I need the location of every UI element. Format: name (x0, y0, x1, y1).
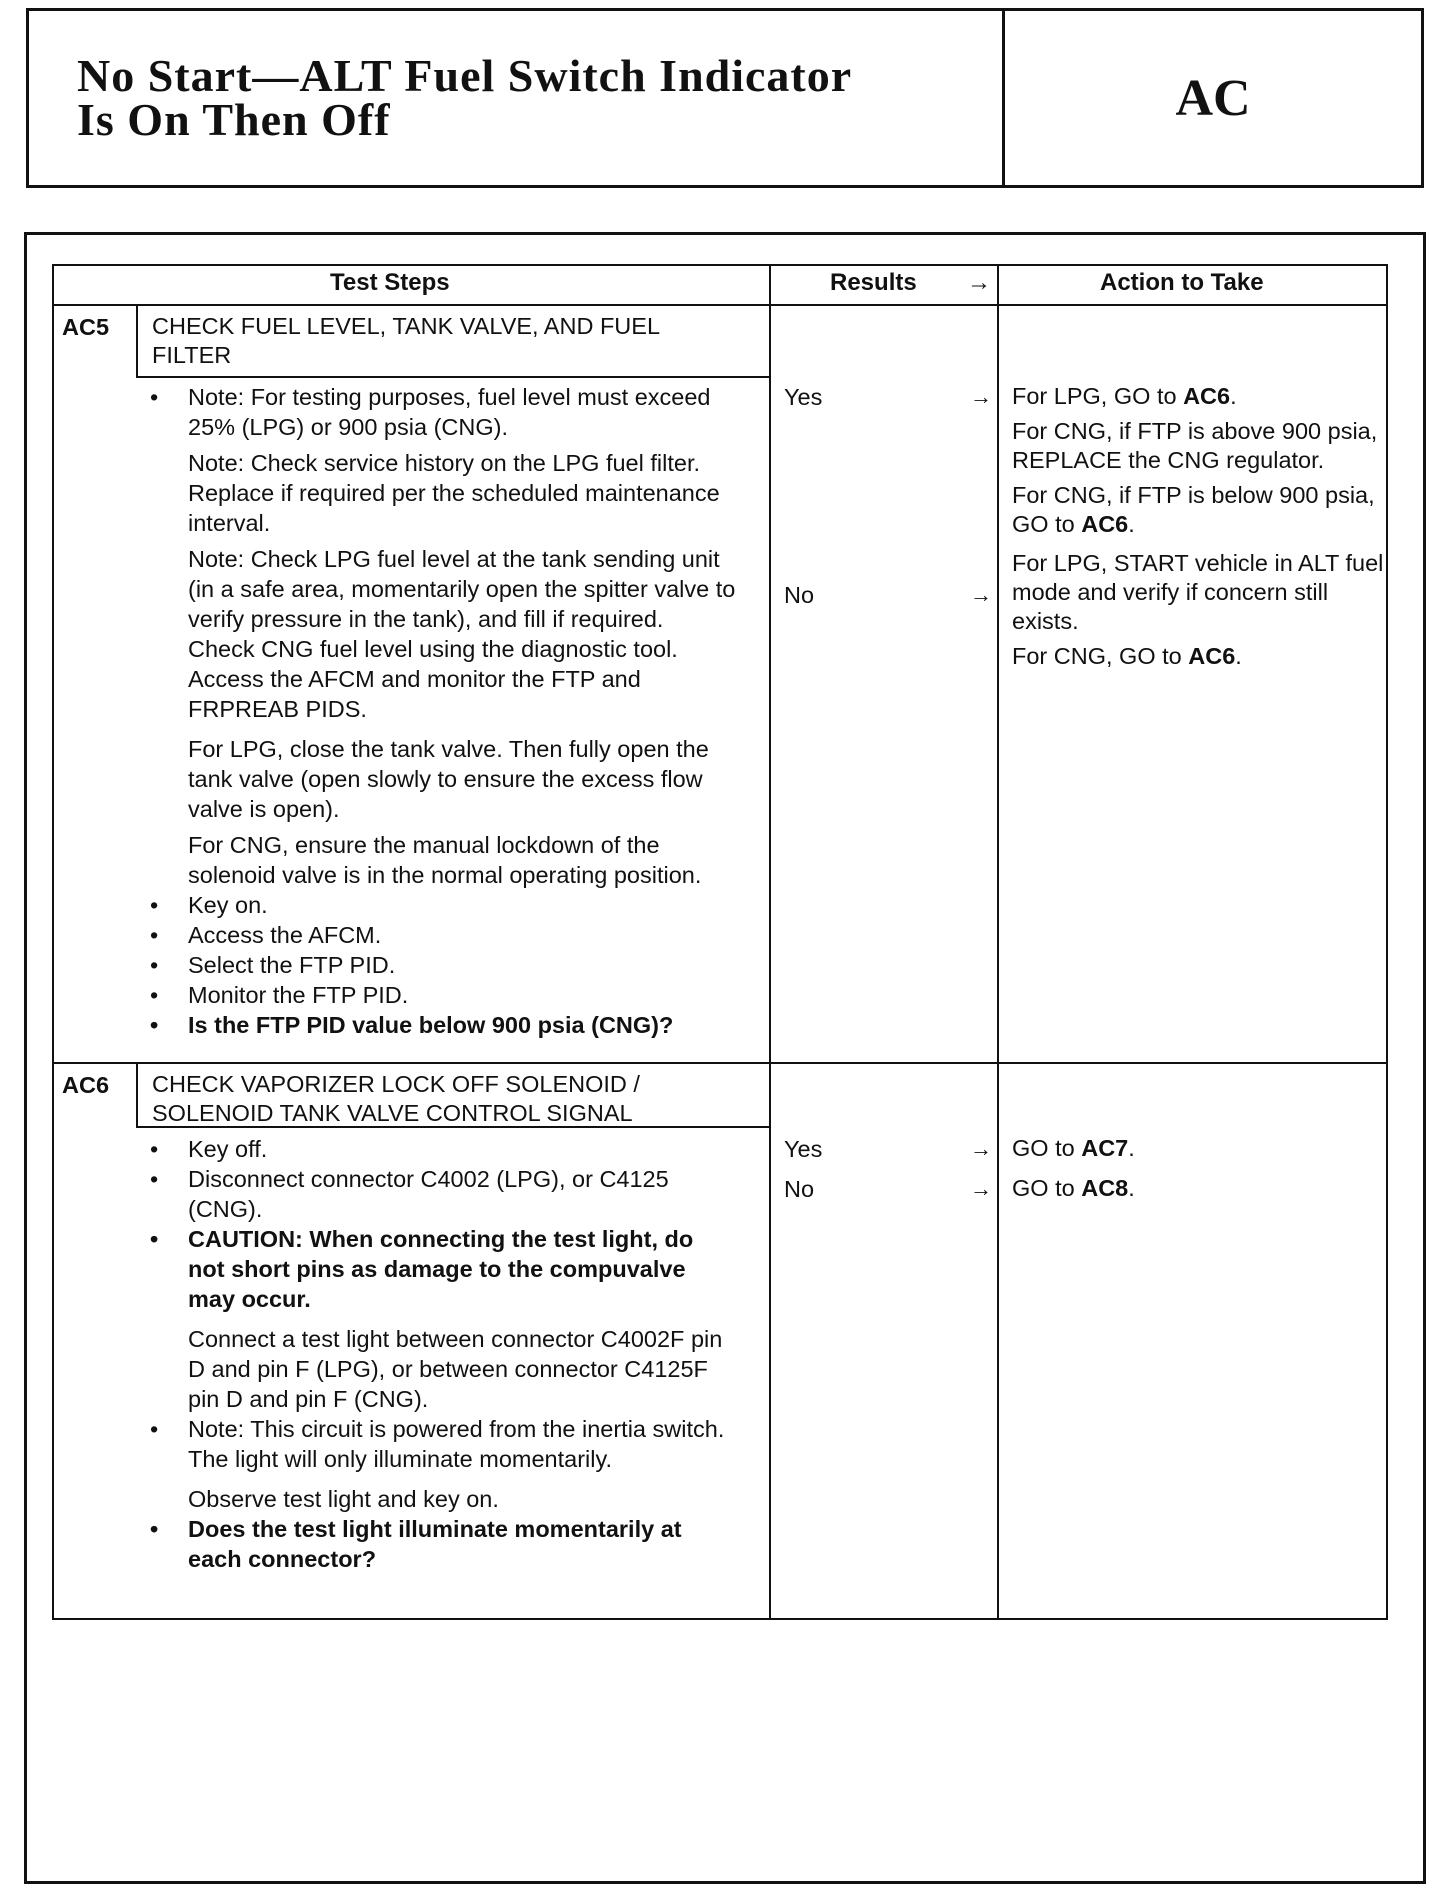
ac5-action-no-2: For CNG, GO to AC6. (1012, 643, 1242, 669)
title-box (26, 8, 1424, 188)
ac5-step-6: • Key on. (136, 890, 736, 920)
header-action: Action to Take (1100, 269, 1264, 296)
ac5-action-no-1: For LPG, START vehicle in ALT fuel mode and verify if concern still exists. (1012, 550, 1384, 634)
ac5-action-ref-ac6: AC6 (1183, 383, 1231, 409)
ac5-no-arrow: → (970, 582, 992, 607)
ac5-step-8: • Select the FTP PID. (136, 950, 736, 980)
ac6-action-ref-ac7: AC7 (1081, 1135, 1129, 1161)
ac5-step-5: For CNG, ensure the manual lockdown of the solenoid valve is in the normal operating position. (188, 832, 702, 888)
ac5-step-9: • Monitor the FTP PID. (136, 980, 736, 1010)
page-title-line-2: Is On Then Off (77, 94, 391, 145)
ac6-no-arrow: → (970, 1176, 992, 1201)
ac5-step-2: Note: Check service history on the LPG fuel filter. Replace if required per the scheduled maintenance interval. (188, 450, 720, 536)
table-right-border (1386, 264, 1388, 1620)
table-left-border (52, 264, 54, 1620)
header-divider (52, 304, 1388, 306)
ac6-title (152, 1070, 640, 1128)
section-code: AC (1175, 69, 1251, 127)
header-test-steps: Test Steps (330, 269, 450, 296)
ac6-action-ref-ac8: AC8 (1081, 1175, 1129, 1201)
ac5-action-yes-1: For LPG, GO to AC6. (1012, 383, 1237, 409)
ac6-step-4: Connect a test light between connector C4002F pin D and pin F (LPG), or between connector C4125F pin D and pin F (CNG). (188, 1326, 723, 1412)
ac6-step-5: • Note: This circuit is powered from the inertia switch. The light will only illuminate momentarily. (136, 1414, 736, 1474)
ac5-yes-arrow: → (970, 384, 992, 409)
ac6-step-3: • CAUTION: When connecting the test light, do not short pins as damage to the compuvalve may occur. (136, 1224, 736, 1314)
ac5-ac6-divider (52, 1062, 1388, 1064)
ac5-steps (136, 382, 736, 1040)
ac6-step-1: • Key off. (136, 1134, 736, 1164)
ac5-step-7: • Access the AFCM. (136, 920, 736, 950)
ac6-action-no: GO to AC8. (1012, 1175, 1135, 1201)
ac5-action-ref-ac6: AC6 (1188, 643, 1236, 669)
step-id-ac5: AC5 (62, 314, 110, 340)
ac5-action-ref-ac6: AC6 (1081, 511, 1129, 537)
code-panel (1005, 11, 1421, 185)
ac5-action-yes-2: For CNG, if FTP is above 900 psia, REPLACE the CNG regulator. (1012, 418, 1378, 473)
ac5-title-line-1: CHECK FUEL LEVEL, TANK VALVE, AND FUEL (152, 313, 661, 339)
ac6-action-yes: GO to AC7. (1012, 1135, 1135, 1161)
ac6-step-2: • Disconnect connector C4002 (LPG), or C4125 (CNG). (136, 1164, 736, 1224)
action-column-divider (997, 264, 999, 1620)
header-arrow: → (967, 269, 991, 296)
header-results: Results (830, 269, 917, 296)
ac6-yes-arrow: → (970, 1136, 992, 1161)
ac5-title (152, 312, 660, 370)
ac6-result-no: No (784, 1176, 815, 1202)
diagnostic-table (52, 264, 1388, 1620)
ac5-step-4: For LPG, close the tank valve. Then fully open the tank valve (open slowly to ensure the excess flow valve is open). (188, 736, 709, 822)
ac6-id-divider (136, 1062, 138, 1128)
table-bottom-border (52, 1618, 1388, 1620)
ac5-result-no: No (784, 582, 815, 608)
ac6-step-6: Observe test light and key on. (188, 1486, 499, 1512)
ac6-result-yes: Yes (784, 1136, 823, 1162)
ac5-id-divider (136, 304, 138, 378)
step-id-ac6: AC6 (62, 1072, 110, 1098)
ac6-title-divider (136, 1126, 769, 1128)
table-top-border (52, 264, 1388, 266)
ac6-step-7: • Does the test light illuminate momentarily at each connector? (136, 1514, 736, 1574)
ac6-title-line-1: CHECK VAPORIZER LOCK OFF SOLENOID / (152, 1071, 640, 1097)
ac5-title-divider (136, 376, 769, 378)
ac5-result-yes: Yes (784, 384, 823, 410)
results-column-divider (769, 264, 771, 1620)
ac5-title-line-2: FILTER (152, 342, 232, 368)
page-title (77, 50, 853, 145)
ac5-step-10: • Is the FTP PID value below 900 psia (CNG)? (136, 1010, 736, 1040)
ac6-title-line-2: SOLENOID TANK VALVE CONTROL SIGNAL (152, 1100, 633, 1126)
ac6-steps (136, 1134, 736, 1574)
ac5-step-1: • Note: For testing purposes, fuel level must exceed 25% (LPG) or 900 psia (CNG). (136, 382, 736, 442)
page-title-line-1: No Start—ALT Fuel Switch Indicator (77, 50, 853, 101)
ac5-action-yes-3: For CNG, if FTP is below 900 psia, GO to AC6. (1012, 482, 1375, 537)
ac5-actions (1012, 382, 1384, 677)
ac5-step-3: Note: Check LPG fuel level at the tank sending unit (in a safe area, momentarily open the spitter valve to verify pressure in the tank), and fill if required. Check CNG fuel level using the diagnostic tool. Access the AFCM and monitor the FTP and FRPREAB PIDS. (188, 546, 736, 722)
title-panel (29, 11, 1005, 185)
